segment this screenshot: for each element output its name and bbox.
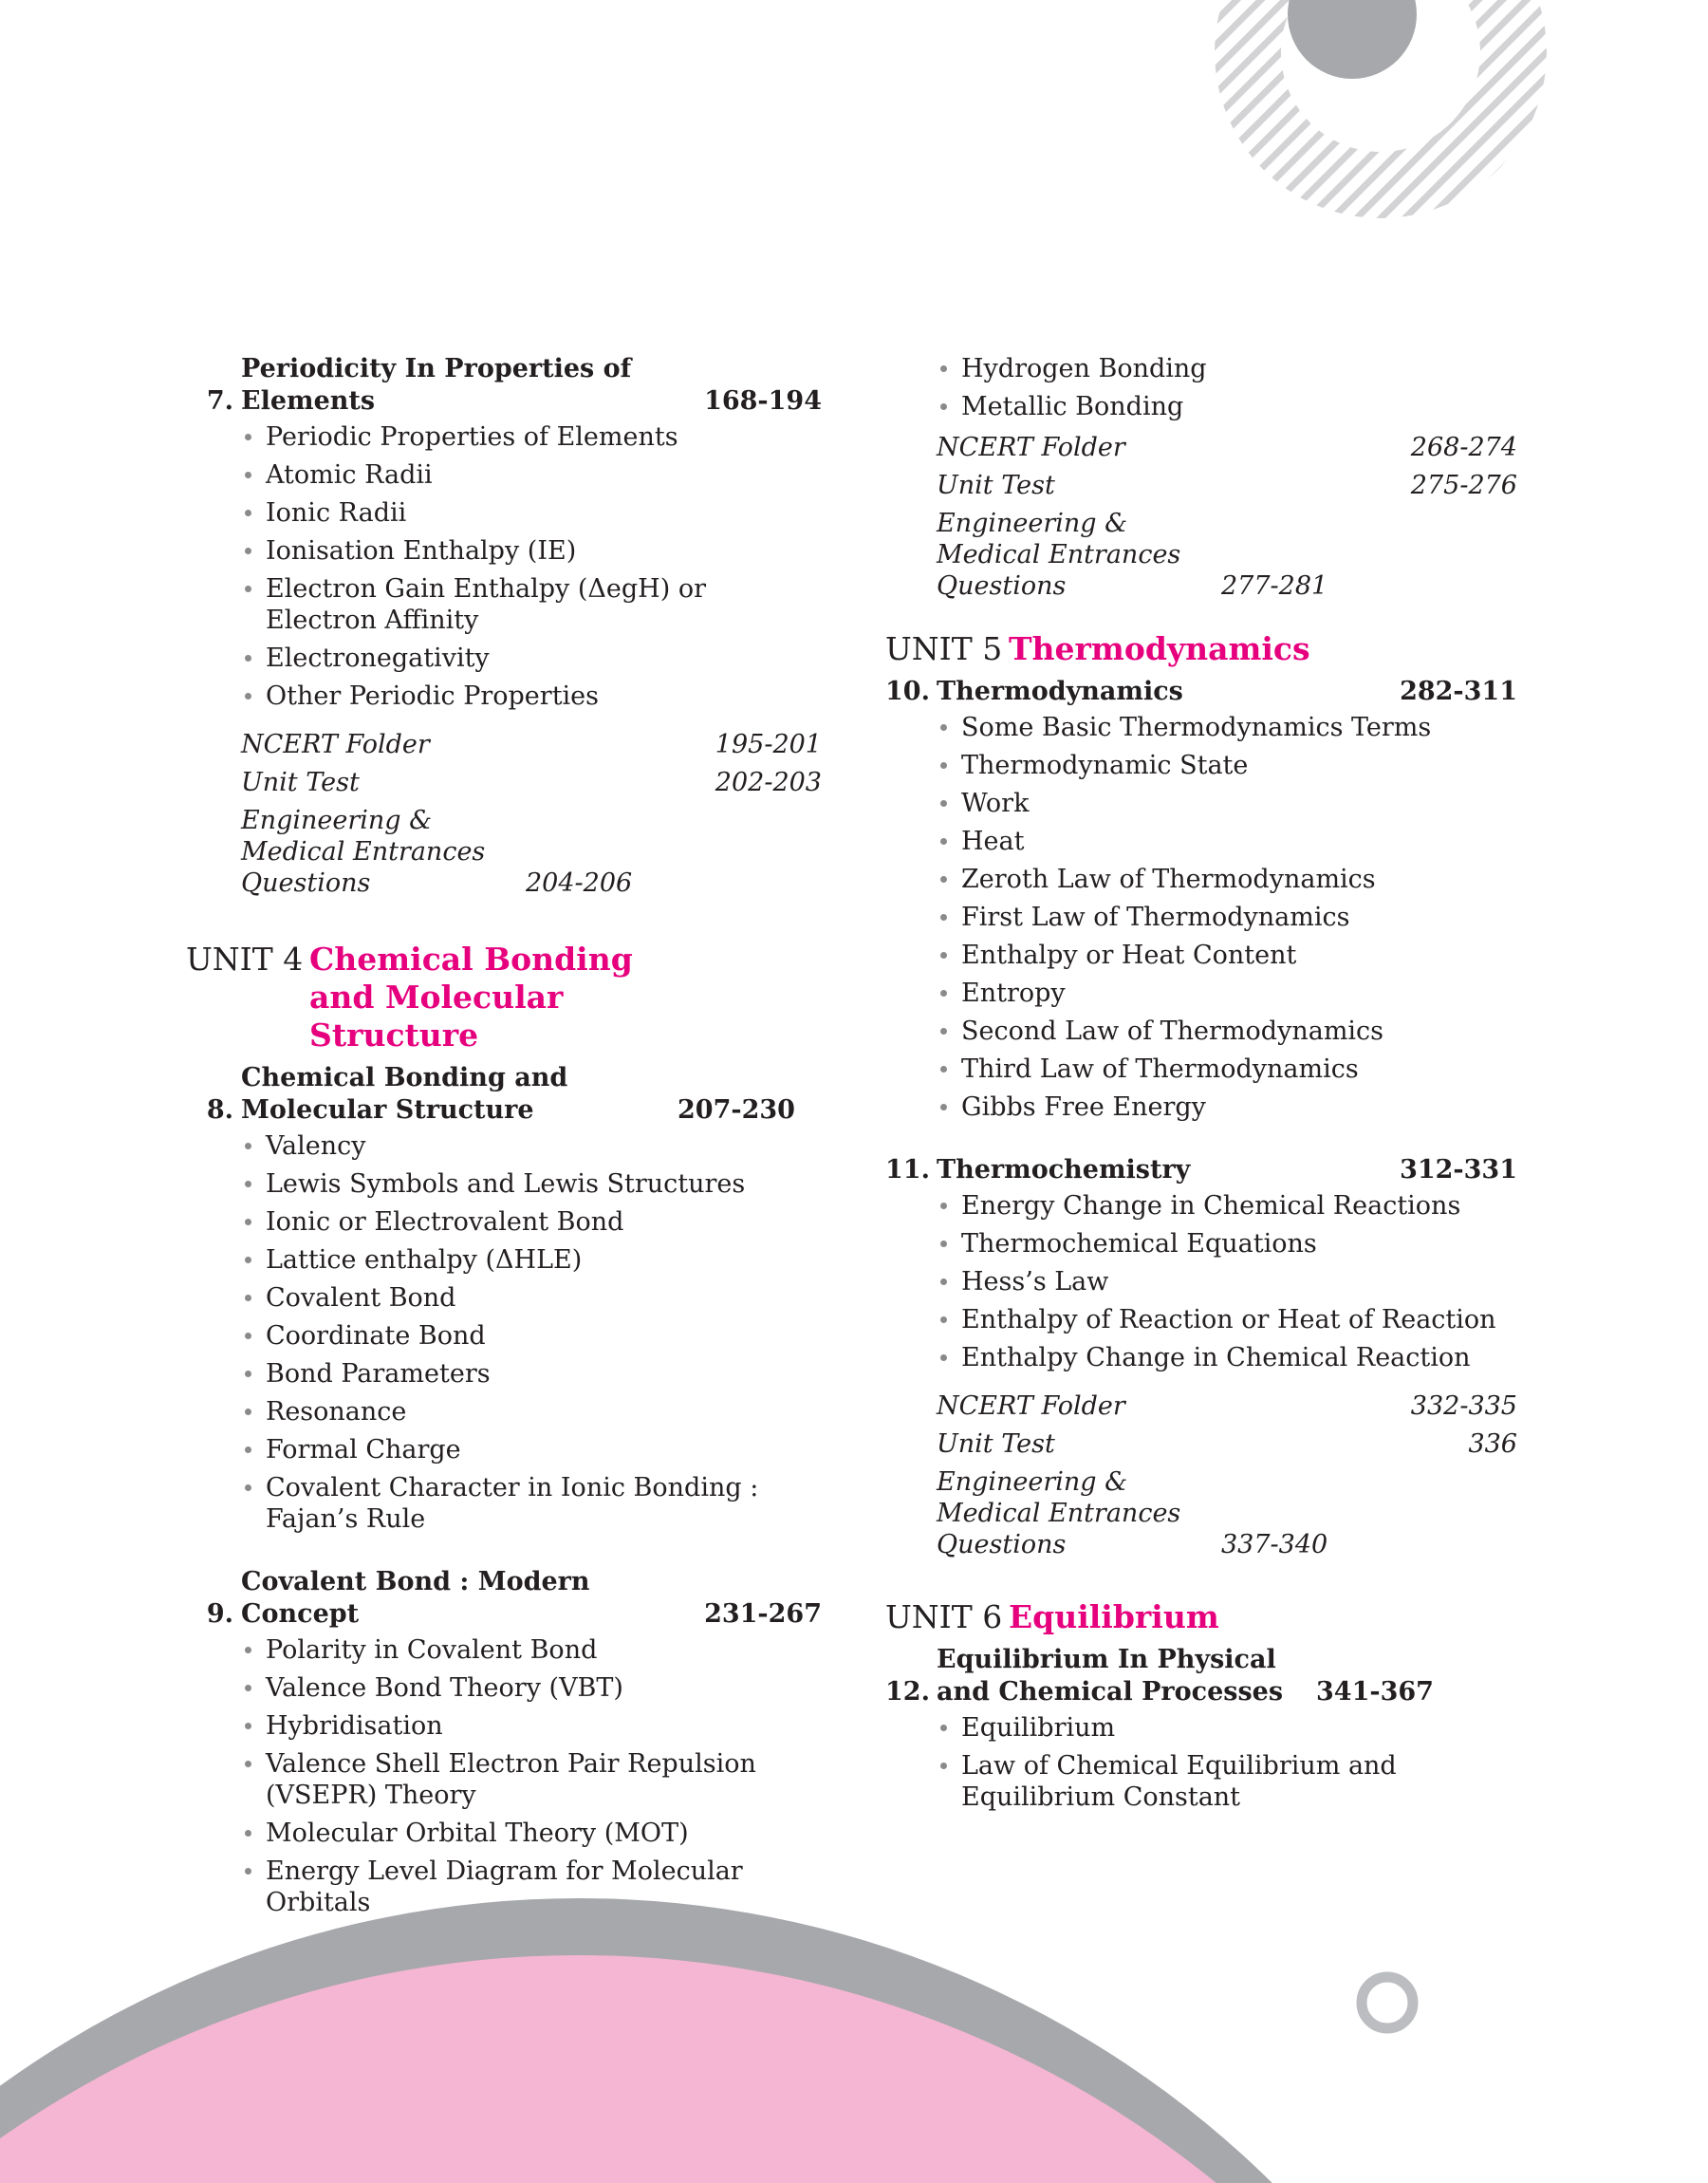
topic-item: Metallic Bonding	[937, 391, 1517, 422]
chapter-title: Thermodynamics	[937, 677, 1183, 706]
topic-item: Enthalpy Change in Chemical Reaction	[937, 1342, 1517, 1373]
unit-test-row[interactable]	[937, 1428, 1517, 1460]
topic-item: Enthalpy or Heat Content	[937, 940, 1517, 971]
chapter-extras	[241, 729, 822, 899]
topic-item: Other Periodic Properties	[241, 681, 822, 712]
chapter-number: 12.	[885, 1677, 930, 1707]
ncert-folder-row[interactable]	[937, 432, 1517, 463]
topic-item: Third Law of Thermodynamics	[937, 1054, 1517, 1085]
topic-item: Hess’s Law	[937, 1266, 1517, 1297]
chapter-number: 10.	[885, 677, 930, 706]
topic-item: Lewis Symbols and Lewis Structures	[241, 1168, 822, 1200]
topic-item: Coordinate Bond	[241, 1320, 822, 1352]
extra-pages: 336	[1468, 1429, 1517, 1459]
chapter-10[interactable]	[885, 676, 1517, 1123]
topic-item: Law of Chemical Equilibrium and Equilibrium Constant	[937, 1750, 1517, 1813]
topic-item: Thermodynamic State	[937, 750, 1517, 781]
topic-item: Energy Level Diagram for Molecular Orbitals	[241, 1856, 822, 1918]
unit-title: Chemical Bonding and Molecular Structure	[309, 941, 633, 1054]
topic-item: Covalent Bond	[241, 1282, 822, 1314]
topic-item: Second Law of Thermodynamics	[937, 1016, 1517, 1047]
chapter-number: 11.	[885, 1155, 930, 1185]
entrance-questions-row[interactable]	[937, 1466, 1517, 1560]
chapter-number: 7.	[206, 386, 233, 416]
unit-4-heading	[186, 941, 822, 1054]
extra-label: NCERT Folder	[937, 1391, 1125, 1421]
chapter-9-continued	[885, 353, 1517, 602]
chapter-extras	[937, 432, 1517, 602]
left-column	[186, 353, 822, 1925]
chapter-11[interactable]	[885, 1154, 1517, 1560]
topic-item: Hybridisation	[241, 1710, 822, 1742]
chapter-pages: 341-367	[1316, 1677, 1434, 1707]
unit-title: Thermodynamics	[1009, 630, 1310, 667]
topic-item: Periodic Properties of Elements	[241, 421, 822, 453]
topic-item: Heat	[937, 826, 1517, 857]
topic-item: Molecular Orbital Theory (MOT)	[241, 1818, 822, 1849]
unit-label: UNIT 5	[885, 630, 1003, 667]
topic-item: Hydrogen Bonding	[937, 353, 1517, 384]
topic-item: Gibbs Free Energy	[937, 1092, 1517, 1123]
unit-title: Equilibrium	[1009, 1598, 1219, 1635]
unit-test-row[interactable]	[937, 470, 1517, 501]
chapter-12[interactable]	[885, 1644, 1517, 1813]
chapter-title: Chemical Bonding and Molecular Structure	[241, 1063, 568, 1125]
topic-item: Electronegativity	[241, 643, 822, 674]
extra-label: Engineering & Medical Entrances Questions	[241, 806, 486, 898]
extra-pages: 275-276	[1410, 471, 1517, 500]
extra-label: Unit Test	[241, 768, 360, 797]
chapter-extras	[937, 1390, 1517, 1560]
topic-item: Entropy	[937, 978, 1517, 1009]
unit-label: UNIT 4	[186, 941, 304, 978]
topic-item: Some Basic Thermodynamics Terms	[937, 712, 1517, 743]
extra-label: NCERT Folder	[937, 433, 1125, 462]
entrance-questions-row[interactable]	[937, 508, 1517, 602]
right-column	[885, 353, 1517, 1819]
topic-item: Valency	[241, 1130, 822, 1162]
chapter-7[interactable]	[190, 353, 822, 899]
topic-item: Ionic or Electrovalent Bond	[241, 1206, 822, 1238]
extra-pages: 277-281	[1221, 571, 1328, 601]
topic-item: Enthalpy of Reaction or Heat of Reaction	[937, 1304, 1517, 1335]
chapter-pages: 312-331	[1400, 1155, 1517, 1185]
topic-item: Work	[937, 788, 1517, 819]
topic-item: Thermochemical Equations	[937, 1228, 1517, 1259]
chapter-title: Covalent Bond : Modern Concept	[241, 1567, 590, 1629]
ncert-folder-row[interactable]	[937, 1390, 1517, 1422]
unit-6-heading	[885, 1598, 1517, 1636]
ring-icon	[1362, 1977, 1413, 2028]
topic-item: Ionic Radii	[241, 497, 822, 529]
unit-test-row[interactable]	[241, 767, 822, 798]
extra-label: NCERT Folder	[241, 730, 430, 759]
chapter-pages: 207-230	[678, 1095, 795, 1125]
extra-label: Unit Test	[937, 471, 1055, 500]
chapter-title: Thermochemistry	[937, 1155, 1191, 1185]
chapter-pages: 168-194	[704, 386, 822, 416]
topic-item: Resonance	[241, 1396, 822, 1427]
entrance-questions-row[interactable]	[241, 805, 822, 899]
extra-pages: 268-274	[1410, 433, 1517, 462]
ncert-folder-row[interactable]	[241, 729, 822, 760]
extra-pages: 337-340	[1221, 1530, 1328, 1559]
chapter-pages: 231-267	[704, 1599, 822, 1629]
chapter-9[interactable]	[190, 1566, 822, 1918]
extra-label: Engineering & Medical Entrances Questions	[937, 1467, 1181, 1559]
chapter-pages: 282-311	[1400, 677, 1517, 706]
topic-item: Valence Shell Electron Pair Repulsion (VSEPR) Theory	[241, 1748, 822, 1811]
topic-item: Zeroth Law of Thermodynamics	[937, 864, 1517, 895]
topic-item: Equilibrium	[937, 1712, 1517, 1744]
extra-pages: 332-335	[1410, 1391, 1517, 1421]
extra-label: Unit Test	[937, 1429, 1055, 1459]
topic-item: Lattice enthalpy (ΔHLE)	[241, 1244, 822, 1276]
topic-item: Bond Parameters	[241, 1358, 822, 1390]
topic-item: Polarity in Covalent Bond	[241, 1634, 822, 1666]
chapter-title: Equilibrium In Physical and Chemical Processes	[937, 1645, 1284, 1707]
chapter-title: Periodicity In Properties of Elements	[241, 354, 632, 416]
chapter-number: 9.	[206, 1599, 233, 1629]
topic-item: Valence Bond Theory (VBT)	[241, 1672, 822, 1704]
extra-pages: 195-201	[715, 730, 822, 759]
topic-item: Energy Change in Chemical Reactions	[937, 1190, 1517, 1222]
topic-item: Formal Charge	[241, 1434, 822, 1465]
chapter-number: 8.	[206, 1095, 233, 1125]
unit-5-heading	[885, 630, 1517, 668]
extra-label: Engineering & Medical Entrances Questions	[937, 509, 1181, 601]
chapter-8[interactable]	[190, 1062, 822, 1535]
topic-item: Ionisation Enthalpy (IE)	[241, 535, 822, 567]
topic-item: Electron Gain Enthalpy (ΔegH) or Electron Affinity	[241, 573, 822, 636]
extra-pages: 204-206	[526, 868, 633, 898]
unit-label: UNIT 6	[885, 1598, 1003, 1635]
extra-pages: 202-203	[715, 768, 822, 797]
topic-item: Atomic Radii	[241, 459, 822, 491]
topic-item: First Law of Thermodynamics	[937, 902, 1517, 933]
topic-item: Covalent Character in Ionic Bonding : Fajan’s Rule	[241, 1472, 822, 1535]
